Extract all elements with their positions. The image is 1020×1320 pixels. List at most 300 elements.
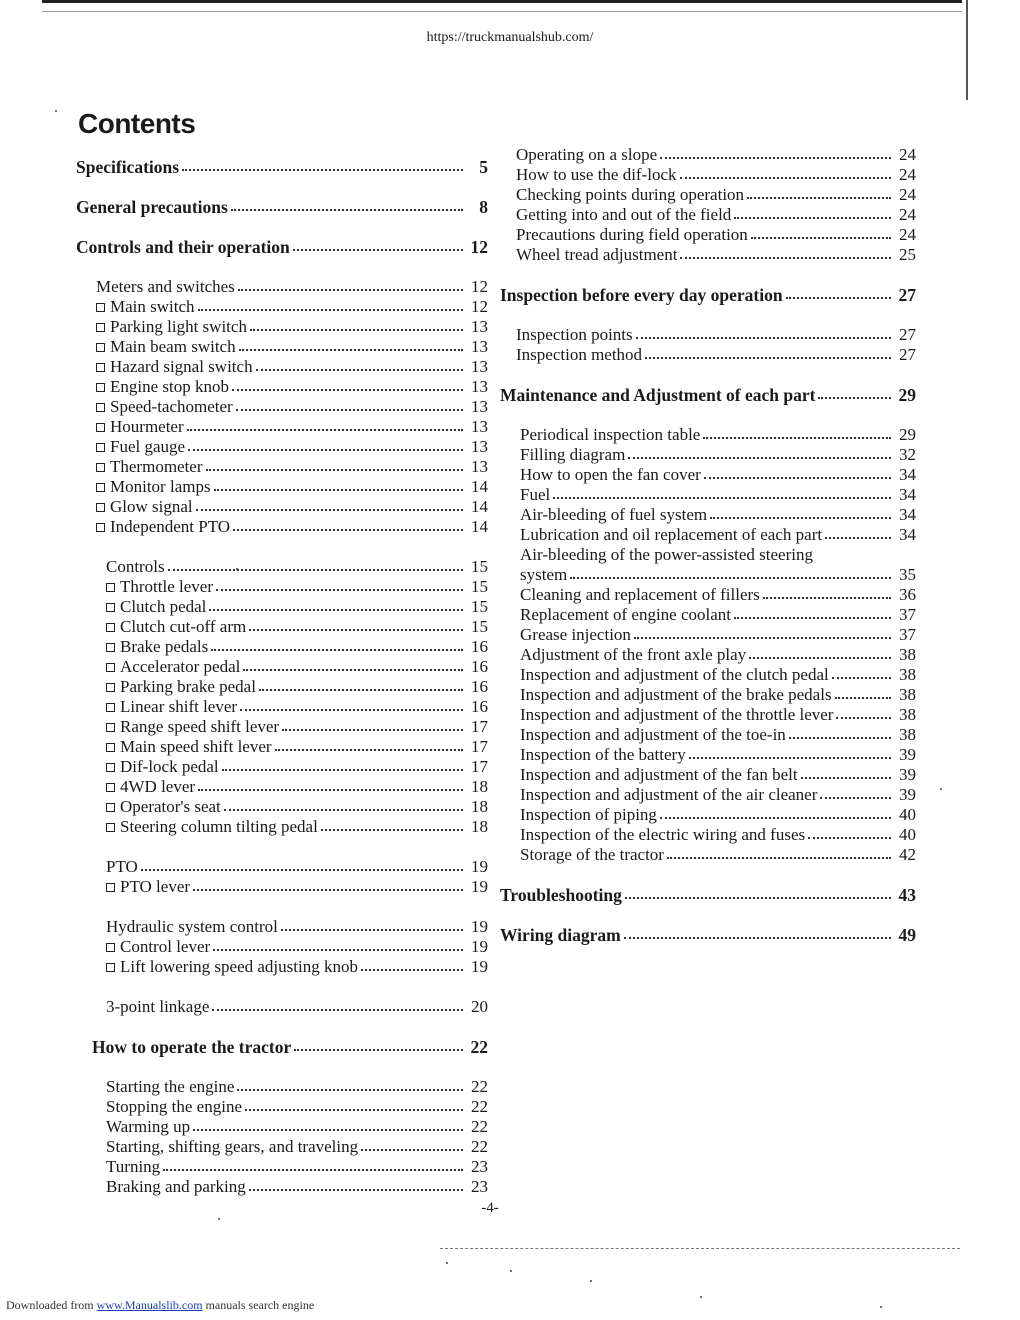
toc-page-number: 16 (471, 637, 488, 656)
toc-entry-label (92, 1037, 291, 1057)
toc-entry[interactable] (76, 477, 488, 497)
toc-entry-text: Inspection and adjustment of the air cleaner (520, 785, 818, 804)
dot-leader (763, 596, 891, 599)
toc-entry-label (106, 817, 318, 837)
toc-entry[interactable] (76, 857, 488, 877)
dot-leader (231, 208, 463, 211)
toc-page-number: 34 (899, 525, 916, 544)
toc-gap (76, 897, 488, 917)
checkbox-bullet-icon (106, 623, 115, 632)
toc-page-number: 27 (899, 345, 916, 364)
toc-entry[interactable] (500, 205, 916, 225)
toc-section-heading[interactable] (76, 1037, 488, 1057)
checkbox-bullet-icon (106, 643, 115, 652)
toc-entry-label (520, 685, 832, 705)
toc-entry-label (106, 797, 221, 817)
toc-entry-text: Hourmeter (110, 417, 184, 436)
toc-page-number: 16 (471, 657, 488, 676)
dot-leader (710, 516, 891, 519)
toc-entry-label (96, 437, 185, 457)
toc-section-heading[interactable] (76, 237, 488, 257)
toc-entry[interactable] (76, 457, 488, 477)
toc-entry[interactable] (76, 577, 488, 597)
toc-entry-label (96, 277, 235, 297)
toc-entry[interactable] (500, 805, 916, 825)
toc-page-number: 13 (471, 337, 488, 356)
toc-page-number: 22 (471, 1077, 488, 1096)
toc-entry-text: General precautions (76, 197, 228, 217)
dot-leader (259, 688, 463, 691)
toc-entry-text: Wheel tread adjustment (516, 245, 678, 264)
toc-entry-text: Precautions during field operation (516, 225, 748, 244)
toc-entry-text: Hydraulic system control (106, 917, 278, 936)
toc-entry[interactable] (500, 585, 916, 605)
toc-entry-text: Starting the engine (106, 1077, 235, 1096)
scan-speck (446, 1262, 448, 1264)
toc-entry[interactable] (76, 517, 488, 537)
toc-entry[interactable] (500, 845, 916, 865)
toc-entry[interactable] (500, 485, 916, 505)
toc-entry-label (520, 465, 701, 485)
toc-entry-label (106, 737, 272, 757)
toc-page-number: 29 (899, 425, 916, 444)
toc-page-number: 38 (899, 725, 916, 744)
header-url[interactable]: https://truckmanualshub.com/ (426, 30, 594, 45)
checkbox-bullet-icon (96, 303, 105, 312)
toc-entry-label (500, 925, 621, 945)
toc-entry[interactable] (76, 677, 488, 697)
toc-entry-text: Thermometer (110, 457, 203, 476)
toc-entry-text: Troubleshooting (500, 885, 622, 905)
toc-entry[interactable] (76, 737, 488, 757)
toc-page-number: 38 (899, 705, 916, 724)
toc-entry[interactable] (76, 617, 488, 637)
toc-entry-text: Parking brake pedal (120, 677, 256, 696)
toc-entry-text: Air-bleeding of the power-assisted steering (520, 545, 813, 564)
toc-left-column (76, 157, 488, 1197)
checkbox-bullet-icon (96, 463, 105, 472)
toc-section-heading[interactable] (500, 385, 916, 405)
toc-entry[interactable] (500, 825, 916, 845)
toc-page-number: 20 (471, 997, 488, 1016)
toc-entry-label (106, 657, 240, 677)
toc-entry-label (520, 825, 805, 845)
toc-entry[interactable] (500, 545, 916, 565)
dot-leader (198, 308, 463, 311)
toc-entry[interactable] (76, 417, 488, 437)
dot-leader (249, 628, 463, 631)
toc-entry-label (520, 625, 631, 645)
toc-entry-label (520, 665, 829, 685)
toc-page-number: 24 (899, 165, 916, 184)
toc-entry-label (96, 337, 236, 357)
toc-entry[interactable] (76, 337, 488, 357)
toc-entry-label (76, 157, 179, 177)
checkbox-bullet-icon (96, 483, 105, 492)
toc-page-number: 13 (471, 317, 488, 336)
dot-leader (835, 696, 891, 699)
toc-entry[interactable] (76, 397, 488, 417)
toc-page-number: 12 (471, 297, 488, 316)
toc-entry-text: Wiring diagram (500, 925, 621, 945)
toc-page-number: 38 (899, 685, 916, 704)
toc-entry-label (520, 545, 813, 565)
dot-leader (747, 196, 891, 199)
dot-leader (275, 748, 463, 751)
toc-entry-label (96, 497, 193, 517)
toc-entry[interactable] (76, 497, 488, 517)
toc-entry[interactable] (76, 797, 488, 817)
toc-entry-text: Inspection of the electric wiring and fuses (520, 825, 806, 844)
dot-leader (553, 496, 891, 499)
toc-page-number: 39 (899, 765, 916, 784)
toc-entry-text: Controls (106, 557, 165, 576)
toc-page-number: 18 (471, 777, 488, 796)
toc-entry-label (106, 637, 208, 657)
dot-leader (836, 716, 891, 719)
toc-entry-label (106, 937, 210, 957)
toc-page-number: 13 (471, 457, 488, 476)
dot-leader (680, 256, 891, 259)
toc-entry[interactable] (500, 165, 916, 185)
checkbox-bullet-icon (106, 723, 115, 732)
toc-entry-label (96, 377, 229, 397)
toc-entry-text: Operator's seat (120, 797, 221, 816)
toc-entry[interactable] (76, 1077, 488, 1097)
toc-entry-text: Independent PTO (110, 517, 231, 536)
toc-entry-label (520, 605, 731, 625)
toc-entry[interactable] (76, 437, 488, 457)
toc-entry-text: PTO (106, 857, 138, 876)
toc-gap (76, 257, 488, 277)
toc-entry[interactable] (500, 465, 916, 485)
dot-leader (196, 508, 463, 511)
toc-entry[interactable] (500, 325, 916, 345)
toc-entry[interactable] (76, 657, 488, 677)
toc-entry-text: Glow signal (110, 497, 193, 516)
dot-leader (237, 1088, 463, 1091)
toc-entry-label (520, 745, 686, 765)
checkbox-bullet-icon (106, 963, 115, 972)
toc-entry-text: Inspection and adjustment of the fan belt (520, 765, 798, 784)
toc-entry-text: Control lever (120, 937, 211, 956)
toc-entry-text: Parking light switch (110, 317, 247, 336)
toc-page-number: 8 (479, 197, 488, 217)
toc-page-number: 38 (899, 645, 916, 664)
toc-entry[interactable] (76, 377, 488, 397)
toc-page-number: 35 (899, 565, 916, 584)
scan-speck (236, 568, 238, 570)
toc-page-number: 18 (471, 797, 488, 816)
toc-entry-label (106, 597, 206, 617)
checkbox-bullet-icon (96, 523, 105, 532)
dot-leader (704, 476, 891, 479)
toc-entry[interactable] (76, 317, 488, 337)
scan-bottom-rule (440, 1248, 960, 1249)
toc-entry-text: Braking and parking (106, 1177, 246, 1196)
toc-entry-text: Air-bleeding of fuel system (520, 505, 708, 524)
toc-entry[interactable] (500, 425, 916, 445)
toc-entry-text: How to use the dif-lock (516, 165, 677, 184)
toc-entry[interactable] (500, 645, 916, 665)
toc-entry[interactable] (76, 917, 488, 937)
toc-entry[interactable] (76, 1117, 488, 1137)
dot-leader (645, 356, 891, 359)
toc-page-number: 27 (898, 285, 916, 305)
toc-entry[interactable] (500, 665, 916, 685)
dot-leader (239, 348, 463, 351)
toc-entry-label (520, 765, 798, 785)
toc-entry-text: Clutch cut-off arm (120, 617, 247, 636)
toc-entry-text: Inspection of piping (520, 805, 657, 824)
dot-leader (250, 328, 463, 331)
toc-gap (76, 537, 488, 557)
toc-section-heading[interactable] (500, 885, 916, 905)
toc-entry-text: system (520, 565, 568, 584)
dot-leader (570, 576, 891, 579)
toc-entry[interactable] (500, 565, 916, 585)
toc-entry-text: Monitor lamps (110, 477, 211, 496)
toc-entry-label (500, 885, 622, 905)
dot-leader (820, 796, 891, 799)
toc-entry-label (106, 557, 165, 577)
toc-entry-text: Range speed shift lever (120, 717, 280, 736)
toc-entry-text: Inspection and adjustment of the throttle lever (520, 705, 834, 724)
toc-gap (500, 305, 916, 325)
toc-entry[interactable] (500, 785, 916, 805)
toc-entry[interactable] (76, 697, 488, 717)
toc-entry-text: Inspection before every day operation (500, 285, 783, 305)
checkbox-bullet-icon (96, 503, 105, 512)
toc-page-number: 14 (471, 517, 488, 536)
toc-entry[interactable] (500, 145, 916, 165)
toc-entry-text: Clutch pedal (120, 597, 207, 616)
toc-page-number: 16 (471, 677, 488, 696)
checkbox-bullet-icon (96, 343, 105, 352)
toc-entry-label (516, 145, 657, 165)
toc-entry-text: 4WD lever (120, 777, 196, 796)
toc-entry-text: Cleaning and replacement of fillers (520, 585, 760, 604)
toc-entry-label (520, 805, 657, 825)
dot-leader (187, 428, 463, 431)
toc-entry-label (520, 425, 700, 445)
dot-leader (163, 1168, 463, 1171)
toc-entry[interactable] (76, 297, 488, 317)
toc-entry-label (520, 845, 664, 865)
dot-leader (734, 616, 891, 619)
dot-leader (751, 236, 891, 239)
toc-entry-text: Operating on a slope (516, 145, 658, 164)
toc-section-heading[interactable] (500, 925, 916, 945)
toc-entry-label (106, 577, 213, 597)
dot-leader (206, 468, 463, 471)
toc-page-number: 34 (899, 485, 916, 504)
toc-entry[interactable] (76, 1177, 488, 1197)
toc-entry-text: Inspection method (516, 345, 643, 364)
toc-gap (76, 837, 488, 857)
toc-entry-text: Inspection and adjustment of the toe-in (520, 725, 786, 744)
toc-entry[interactable] (76, 1097, 488, 1117)
toc-page-number: 40 (899, 805, 916, 824)
toc-gap (76, 1017, 488, 1037)
toc-page-number: 17 (471, 737, 488, 756)
footer-link[interactable]: www.Manualslib.com (96, 1298, 203, 1312)
toc-entry[interactable] (76, 637, 488, 657)
toc-entry[interactable] (500, 685, 916, 705)
toc-entry-text: Dif-lock pedal (120, 757, 219, 776)
toc-page-number: 15 (471, 617, 488, 636)
dot-leader (789, 736, 891, 739)
toc-page-number: 15 (471, 577, 488, 596)
checkbox-bullet-icon (106, 783, 115, 792)
toc-entry-label (520, 725, 786, 745)
dot-leader (321, 828, 463, 831)
toc-entry[interactable] (76, 877, 488, 897)
toc-entry-label (106, 697, 237, 717)
toc-entry[interactable] (500, 185, 916, 205)
toc-entry[interactable] (500, 705, 916, 725)
toc-page-number: 22 (471, 1117, 488, 1136)
toc-entry-label (106, 1157, 160, 1177)
checkbox-bullet-icon (106, 583, 115, 592)
toc-entry[interactable] (500, 225, 916, 245)
toc-entry-label (520, 565, 567, 585)
toc-page-number: 27 (899, 325, 916, 344)
toc-page-number: 32 (899, 445, 916, 464)
toc-page-number: 13 (471, 377, 488, 396)
toc-entry[interactable] (500, 605, 916, 625)
dot-leader (703, 436, 891, 439)
toc-entry-text: Linear shift lever (120, 697, 238, 716)
toc-page-number: 24 (899, 225, 916, 244)
toc-entry-label (106, 857, 138, 877)
toc-entry-label (516, 245, 677, 265)
dot-leader (660, 156, 891, 159)
toc-entry-text: Warming up (106, 1117, 191, 1136)
toc-entry[interactable] (76, 357, 488, 377)
dot-leader (749, 656, 891, 659)
dot-leader (689, 756, 891, 759)
toc-entry-label (520, 485, 550, 505)
toc-entry[interactable] (500, 525, 916, 545)
toc-entry-label (516, 225, 748, 245)
toc-entry[interactable] (76, 817, 488, 837)
toc-gap (500, 405, 916, 425)
dot-leader (680, 176, 891, 179)
toc-entry[interactable] (76, 1157, 488, 1177)
toc-entry-text: 3-point linkage (106, 997, 210, 1016)
toc-page-number: 19 (471, 877, 488, 896)
toc-entry-text: Lubrication and oil replacement of each part (520, 525, 823, 544)
toc-entry[interactable] (76, 937, 488, 957)
toc-entry[interactable] (500, 725, 916, 745)
dot-leader (211, 648, 463, 651)
dot-leader (636, 336, 891, 339)
toc-page-number: 24 (899, 205, 916, 224)
scan-right-edge (966, 0, 972, 100)
toc-page-number: 12 (470, 237, 488, 257)
toc-entry-text: Periodical inspection table (520, 425, 701, 444)
toc-entry[interactable] (500, 745, 916, 765)
scan-speck (940, 788, 942, 790)
toc-entry[interactable] (76, 597, 488, 617)
toc-entry-text: Accelerator pedal (120, 657, 241, 676)
toc-entry-text: Filling diagram (520, 445, 626, 464)
toc-entry-text: Replacement of engine coolant (520, 605, 731, 624)
scan-speck (700, 1296, 702, 1298)
checkbox-bullet-icon (106, 683, 115, 692)
dot-leader (232, 388, 463, 391)
toc-entry[interactable] (76, 1137, 488, 1157)
toc-entry[interactable] (500, 625, 916, 645)
toc-page-number: 17 (471, 757, 488, 776)
dot-leader (634, 636, 891, 639)
toc-entry[interactable] (500, 765, 916, 785)
toc-entry-label (520, 705, 833, 725)
toc-page-number: 23 (471, 1177, 488, 1196)
dot-leader (213, 948, 463, 951)
dot-leader (209, 608, 463, 611)
dot-leader (224, 808, 463, 811)
dot-leader (818, 396, 891, 399)
toc-entry-label (516, 165, 677, 185)
toc-entry[interactable] (76, 757, 488, 777)
toc-entry-text: How to operate the tractor (92, 1037, 292, 1057)
toc-section-heading[interactable] (76, 197, 488, 217)
dot-leader (216, 588, 463, 591)
scan-speck (590, 1280, 592, 1282)
dot-leader (801, 776, 891, 779)
toc-entry-text: Inspection and adjustment of the brake pedals (520, 685, 832, 704)
toc-entry-label (516, 185, 744, 205)
toc-entry[interactable] (76, 277, 488, 297)
toc-gap (500, 905, 916, 925)
toc-entry-label (106, 677, 256, 697)
dot-leader (243, 668, 463, 671)
toc-page-number: 22 (471, 1137, 488, 1156)
toc-page-number: 25 (899, 245, 916, 264)
toc-entry-text: Grease injection (520, 625, 631, 644)
footer-prefix: Downloaded from (6, 1298, 94, 1312)
checkbox-bullet-icon (106, 823, 115, 832)
toc-entry[interactable] (76, 777, 488, 797)
toc-entry-text: Storage of the tractor (520, 845, 664, 864)
toc-page-number: 16 (471, 697, 488, 716)
toc-entry[interactable] (76, 997, 488, 1017)
footer-suffix: manuals search engine (205, 1298, 315, 1312)
toc-entry[interactable] (500, 505, 916, 525)
dot-leader (667, 856, 891, 859)
toc-entry[interactable] (76, 717, 488, 737)
toc-page-number: 5 (479, 157, 488, 177)
toc-gap (76, 217, 488, 237)
toc-entry[interactable] (500, 245, 916, 265)
toc-entry[interactable] (500, 445, 916, 465)
toc-entry-label (106, 917, 278, 937)
toc-entry-label (106, 1117, 190, 1137)
page-number: -4- (481, 1200, 499, 1216)
toc-entry[interactable] (500, 345, 916, 365)
toc-page-number: 17 (471, 717, 488, 736)
dot-leader (233, 528, 463, 531)
toc-entry[interactable] (76, 957, 488, 977)
dot-leader (624, 936, 891, 939)
scan-speck (880, 1306, 882, 1308)
toc-section-heading[interactable] (76, 157, 488, 177)
toc-section-heading[interactable] (500, 285, 916, 305)
toc-entry[interactable] (76, 557, 488, 577)
dot-leader (294, 1048, 463, 1051)
